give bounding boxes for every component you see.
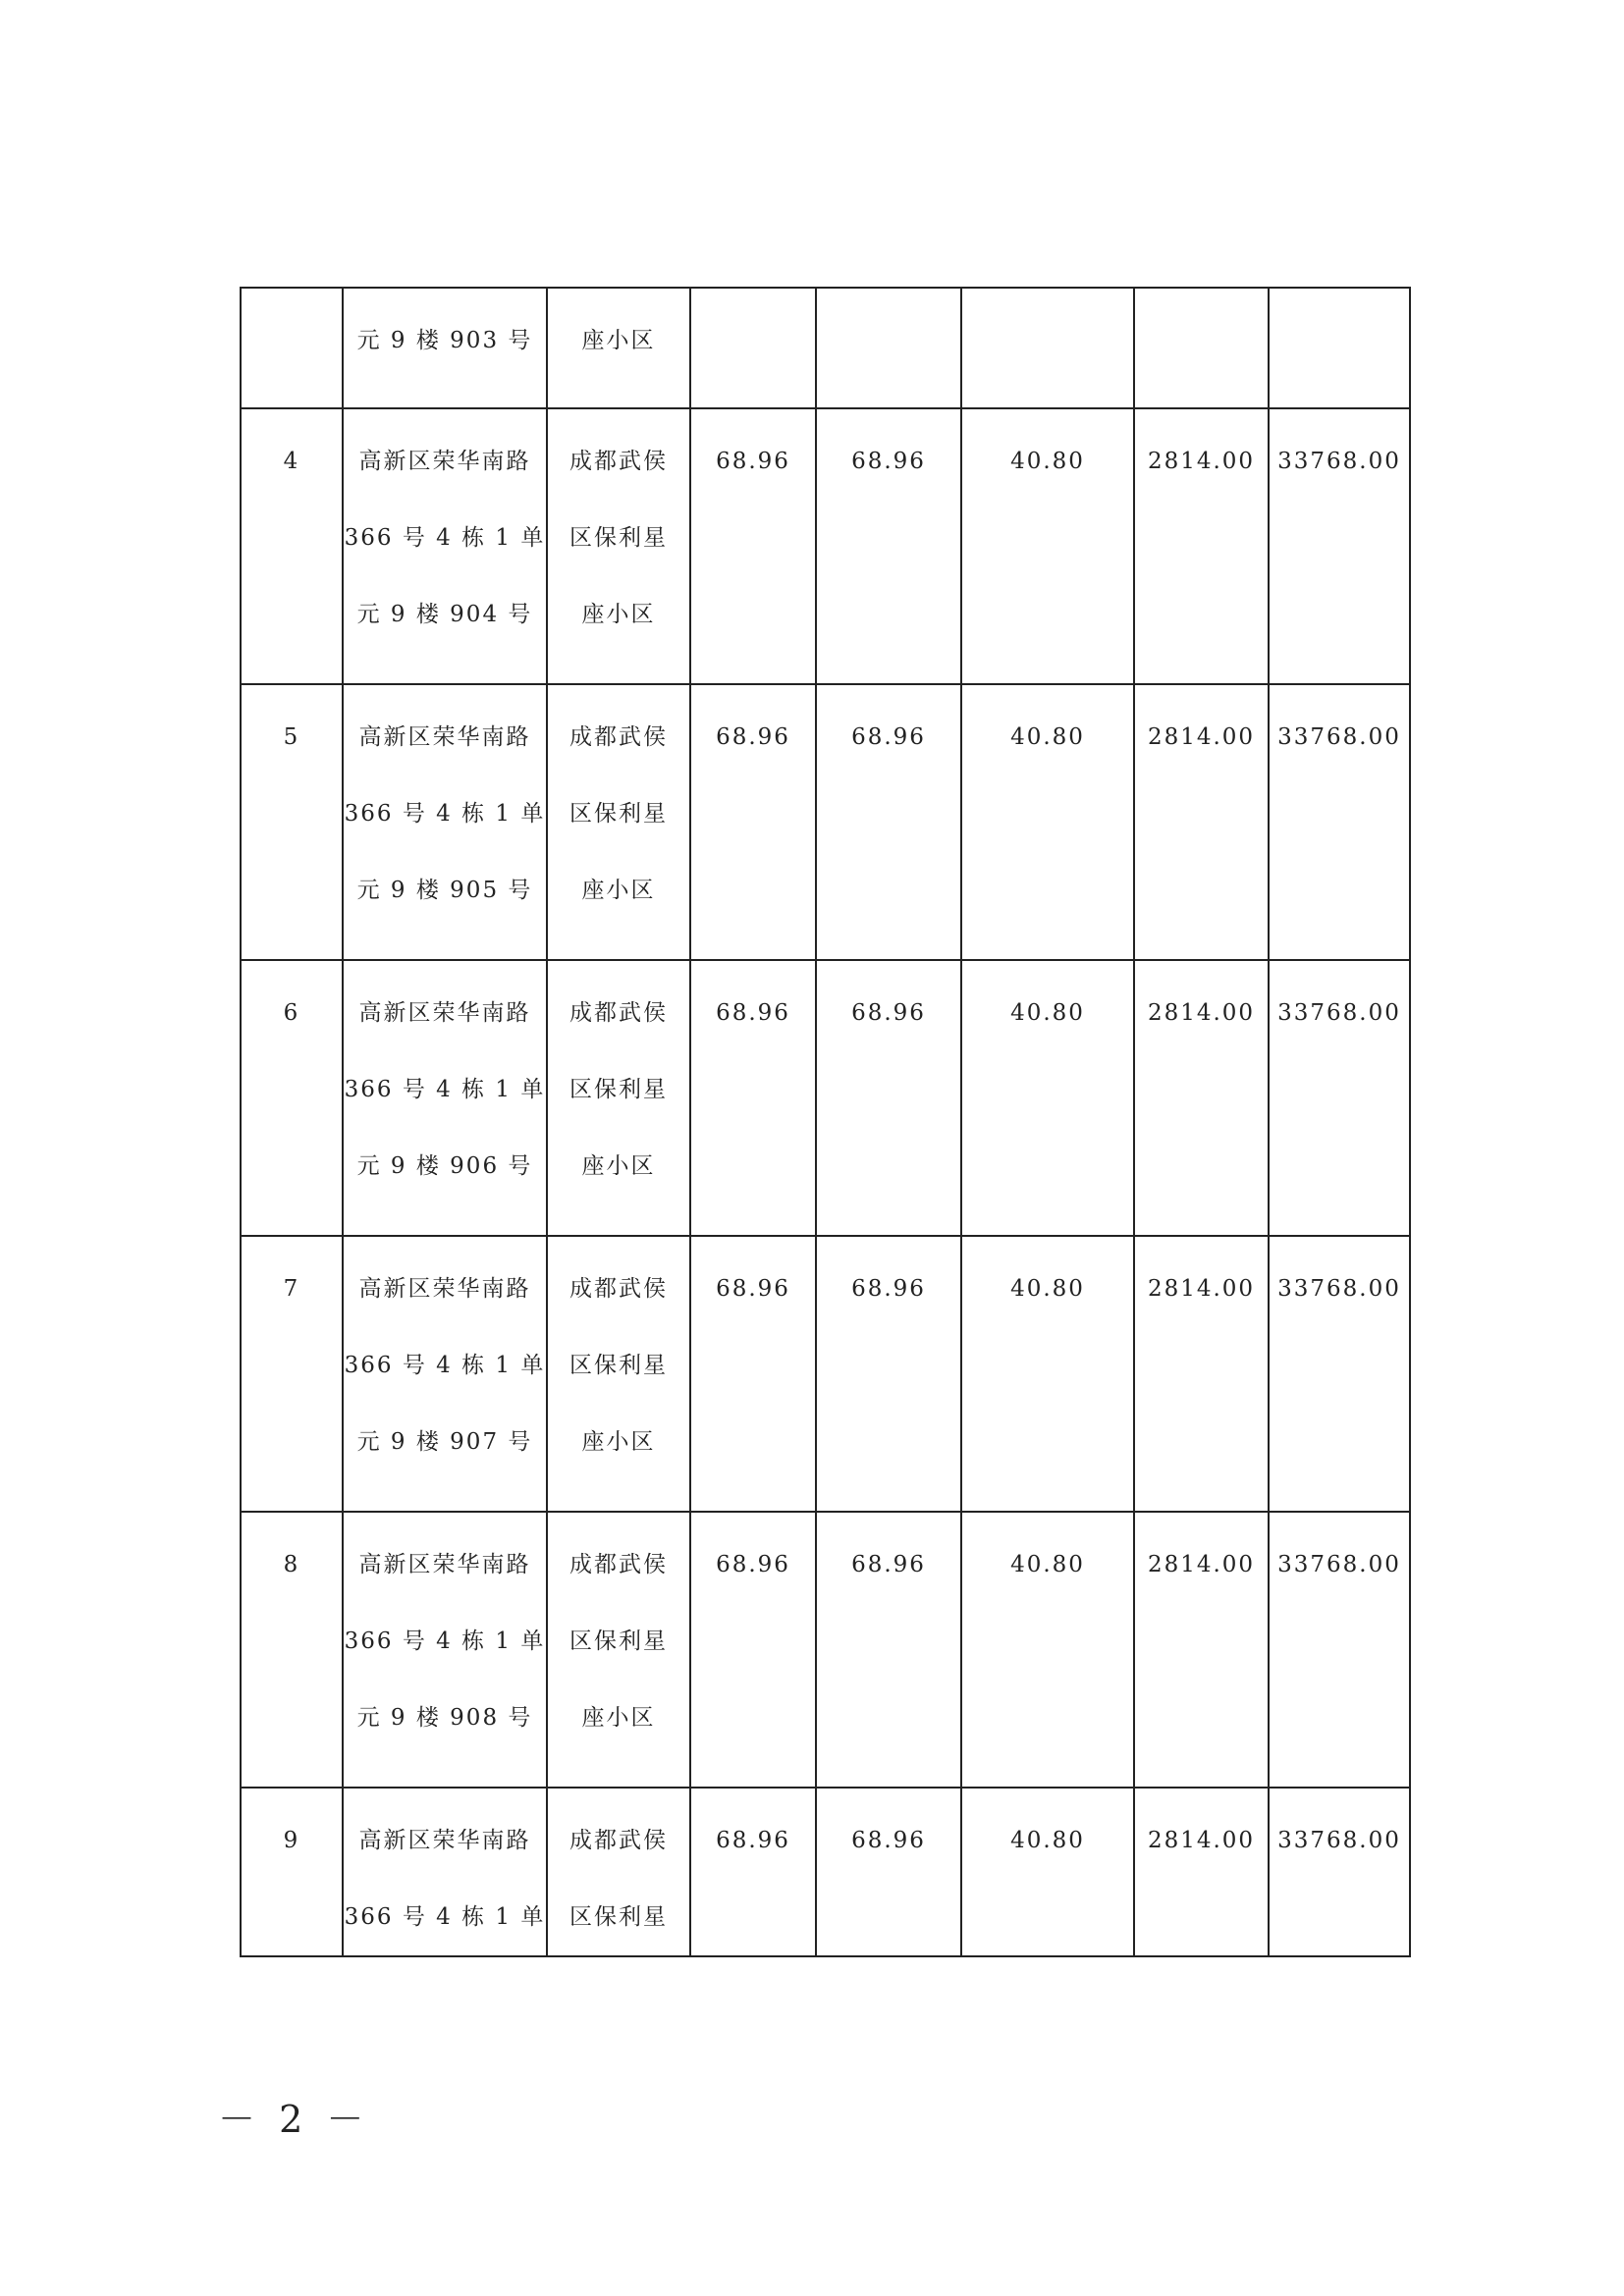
cell-address-line: 366 号 4 栋 1 单 [344, 1077, 546, 1102]
cell-area-3 [961, 1512, 1134, 1788]
cell-community-line: 成都武侯 [569, 724, 668, 750]
cell-area-1-value [691, 302, 815, 379]
cell-unit-price-value: 2814.00 [1147, 449, 1256, 474]
cell-total [1269, 288, 1410, 408]
cell-community-line: 座小区 [581, 1429, 656, 1455]
cell-address [343, 1512, 547, 1788]
cell-address-line: 高新区荣华南路 [358, 1000, 531, 1026]
cell-community-line: 区保利星 [569, 1077, 668, 1102]
cell-index-value: 7 [283, 1276, 300, 1302]
cell-area-2-value: 68.96 [851, 1552, 926, 1577]
cell-community-line: 区保利星 [569, 801, 668, 827]
cell-area-3 [961, 684, 1134, 960]
cell-address-line: 元 9 楼 903 号 [356, 328, 533, 353]
cell-unit-price-value: 2814.00 [1147, 1276, 1256, 1302]
cell-area-1 [690, 408, 816, 684]
cell-area-1-value: 68.96 [716, 1552, 790, 1577]
cell-address-line: 366 号 4 栋 1 单 [344, 801, 546, 827]
table-row [241, 684, 1410, 960]
cell-community-line: 区保利星 [569, 1629, 668, 1654]
cell-address-line: 元 9 楼 904 号 [356, 602, 533, 627]
cell-index [241, 960, 343, 1236]
cell-area-2 [816, 408, 961, 684]
cell-area-1 [690, 288, 816, 408]
cell-area-2 [816, 1788, 961, 1956]
cell-index-value: 6 [283, 1000, 300, 1026]
cell-address-line: 366 号 4 栋 1 单 [344, 1904, 546, 1930]
cell-address [343, 1788, 547, 1956]
cell-address-line: 高新区荣华南路 [358, 724, 531, 750]
cell-total [1269, 1236, 1410, 1512]
cell-unit-price [1134, 1236, 1269, 1512]
cell-community-line: 座小区 [581, 878, 656, 903]
cell-community-line: 成都武侯 [569, 1828, 668, 1853]
cell-area-3 [961, 408, 1134, 684]
cell-address-line: 元 9 楼 906 号 [356, 1153, 533, 1179]
cell-community-line: 座小区 [581, 1153, 656, 1179]
cell-area-3 [961, 288, 1134, 408]
cell-community-line: 区保利星 [569, 525, 668, 551]
cell-unit-price-value: 2814.00 [1147, 1000, 1256, 1026]
cell-unit-price [1134, 408, 1269, 684]
cell-address-line: 高新区荣华南路 [358, 1828, 531, 1853]
cell-area-1-value: 68.96 [716, 1828, 790, 1853]
cell-area-2-value [817, 302, 960, 379]
cell-area-3-value: 40.80 [1010, 724, 1085, 750]
cell-area-2-value: 68.96 [851, 1276, 926, 1302]
cell-total-value: 33768.00 [1277, 724, 1401, 750]
cell-total-value: 33768.00 [1277, 1828, 1401, 1853]
cell-total-value: 33768.00 [1277, 449, 1401, 474]
cell-community [547, 1512, 690, 1788]
table-row [241, 960, 1410, 1236]
cell-area-1-value: 68.96 [716, 724, 790, 750]
cell-community [547, 288, 690, 408]
cell-address [343, 684, 547, 960]
table-body [241, 288, 1410, 1956]
cell-total [1269, 1512, 1410, 1788]
cell-address [343, 1236, 547, 1512]
cell-address [343, 408, 547, 684]
cell-unit-price [1134, 960, 1269, 1236]
cell-community-line: 区保利星 [569, 1904, 668, 1930]
cell-index-value: 4 [283, 449, 300, 474]
table-row [241, 1788, 1410, 1956]
cell-address-line: 366 号 4 栋 1 单 [344, 525, 546, 551]
cell-area-1 [690, 684, 816, 960]
cell-total [1269, 684, 1410, 960]
cell-community [547, 960, 690, 1236]
cell-index-value: 5 [283, 724, 300, 750]
cell-index [241, 1512, 343, 1788]
cell-area-1-value: 68.96 [716, 1276, 790, 1302]
cell-total-value: 33768.00 [1277, 1000, 1401, 1026]
cell-area-1 [690, 1512, 816, 1788]
cell-unit-price-value: 2814.00 [1147, 1552, 1256, 1577]
cell-area-3 [961, 1788, 1134, 1956]
cell-community-line: 座小区 [581, 1705, 656, 1731]
cell-area-3-value: 40.80 [1010, 1828, 1085, 1853]
cell-area-2 [816, 684, 961, 960]
cell-community [547, 1788, 690, 1956]
cell-area-1-value: 68.96 [716, 449, 790, 474]
cell-address-line: 元 9 楼 908 号 [356, 1705, 533, 1731]
cell-area-2 [816, 960, 961, 1236]
cell-community [547, 684, 690, 960]
cell-unit-price-value: 2814.00 [1147, 724, 1256, 750]
cell-address-line: 366 号 4 栋 1 单 [344, 1353, 546, 1378]
table-row [241, 288, 1410, 408]
cell-total [1269, 960, 1410, 1236]
cell-unit-price-value [1135, 302, 1268, 379]
cell-address-line: 366 号 4 栋 1 单 [344, 1629, 546, 1654]
table-row [241, 1512, 1410, 1788]
cell-total-value [1270, 302, 1409, 379]
cell-community-line: 区保利星 [569, 1353, 668, 1378]
table-row [241, 1236, 1410, 1512]
cell-area-2 [816, 1512, 961, 1788]
cell-index [241, 684, 343, 960]
cell-community [547, 1236, 690, 1512]
cell-address-line: 元 9 楼 907 号 [356, 1429, 533, 1455]
cell-area-2-value: 68.96 [851, 1000, 926, 1026]
cell-area-2 [816, 1236, 961, 1512]
cell-area-3-value: 40.80 [1010, 449, 1085, 474]
cell-area-3-value [962, 302, 1133, 379]
cell-address-line: 高新区荣华南路 [358, 1276, 531, 1302]
cell-address [343, 288, 547, 408]
cell-community-line: 成都武侯 [569, 1552, 668, 1577]
cell-area-1 [690, 1236, 816, 1512]
cell-area-1-value: 68.96 [716, 1000, 790, 1026]
cell-area-3 [961, 1236, 1134, 1512]
cell-area-1 [690, 1788, 816, 1956]
cell-unit-price [1134, 1512, 1269, 1788]
cell-area-3 [961, 960, 1134, 1236]
cell-index-value [242, 302, 342, 379]
cell-index [241, 408, 343, 684]
cell-total [1269, 408, 1410, 684]
cell-area-3-value: 40.80 [1010, 1276, 1085, 1302]
cell-area-2-value: 68.96 [851, 449, 926, 474]
cell-address-line: 元 9 楼 905 号 [356, 878, 533, 903]
cell-community-line: 座小区 [581, 328, 656, 353]
cell-area-2-value: 68.96 [851, 724, 926, 750]
cell-community-line: 成都武侯 [569, 1276, 668, 1302]
cell-area-3-value: 40.80 [1010, 1000, 1085, 1026]
table-row [241, 408, 1410, 684]
cell-community [547, 408, 690, 684]
cell-unit-price [1134, 684, 1269, 960]
cell-community-line: 成都武侯 [569, 1000, 668, 1026]
cell-index [241, 1788, 343, 1956]
cell-total-value: 33768.00 [1277, 1276, 1401, 1302]
cell-address-line: 高新区荣华南路 [358, 1552, 531, 1577]
cell-total [1269, 1788, 1410, 1956]
cell-area-3-value: 40.80 [1010, 1552, 1085, 1577]
cell-index-value: 9 [283, 1828, 300, 1853]
cell-unit-price [1134, 1788, 1269, 1956]
cell-index [241, 1236, 343, 1512]
cell-community-line: 成都武侯 [569, 449, 668, 474]
cell-address [343, 960, 547, 1236]
cell-unit-price-value: 2814.00 [1147, 1828, 1256, 1853]
cell-area-1 [690, 960, 816, 1236]
cell-total-value: 33768.00 [1277, 1552, 1401, 1577]
cell-unit-price [1134, 288, 1269, 408]
cell-address-line: 高新区荣华南路 [358, 449, 531, 474]
cell-community-line: 座小区 [581, 602, 656, 627]
cell-area-2 [816, 288, 961, 408]
page-number: － 2 － [218, 2098, 370, 2141]
cell-index [241, 288, 343, 408]
cell-area-2-value: 68.96 [851, 1828, 926, 1853]
property-table [240, 287, 1411, 1957]
cell-index-value: 8 [283, 1552, 300, 1577]
